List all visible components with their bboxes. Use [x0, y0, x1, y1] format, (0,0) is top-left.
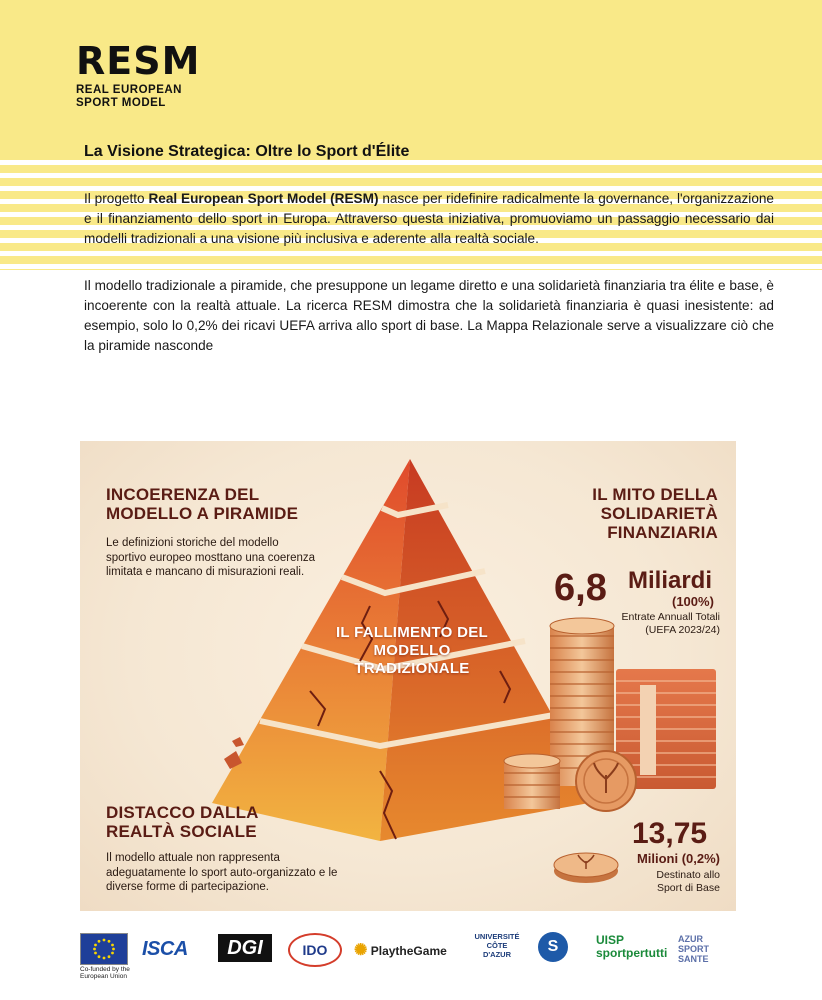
playthegame-text: PlaytheGame — [370, 944, 447, 958]
intro-lead: Il progetto — [84, 191, 145, 206]
stat-grassroots-caption: Destinato allo Sport di Base — [656, 869, 720, 894]
ido-logo: IDO — [288, 933, 342, 967]
incoherence-heading: INCOERENZA DEL MODELLO A PIRAMIDE — [106, 485, 299, 523]
intro-rest: nasce per ridefinire radicalmente la governance, l'organizzazione e il finanziamento dello sport in Europa. Attraverso questa iniziativa, promuoviamo un passaggio necessario dai modelli tradizionali a una visione più inclusiva e aderente alla realtà sociale. — [84, 191, 774, 246]
stat-total-number: 6,8 — [554, 567, 607, 609]
logo-subtitle: REAL EUROPEAN SPORT MODEL — [76, 84, 182, 109]
stat-grassroots-unit: Milioni (0,2%) — [636, 851, 720, 866]
solidarity-myth-heading: IL MITO DELLA SOLIDARIETÀ FINANZIARIA — [592, 485, 718, 542]
section-title: La Visione Strategica: Oltre lo Sport d'Élite — [84, 143, 410, 160]
coin-stack-small — [504, 754, 560, 809]
sprout-coin-small — [554, 853, 618, 883]
social-detachment-body: Il modello attuale non rappresenta adeguatamente lo sport auto-organizzato e le diverse forme di partecipazione. — [106, 852, 338, 893]
sport-s-logo: S — [538, 932, 568, 962]
stat-total-percent: (100%) — [672, 594, 714, 609]
eu-flag-icon — [80, 933, 128, 965]
isca-logo: ISCA — [142, 938, 188, 960]
resm-logo — [76, 39, 216, 110]
pyramid-center-label: IL FALLIMENTO DEL MODELLO TRADIZIONALE — [335, 624, 489, 677]
intro-project-name: Real European Sport Model (RESM) — [148, 191, 379, 206]
pyramid-paragraph: Il modello tradizionale a piramide, che presuppone un legame diretto e una solidarietà finanziaria tra élite e base, è incoerente con la realtà attuale. La ricerca RESM dimostra che la solidarietà finanziaria è quasi inesistente: ad esempio, solo lo 0,2% dei ricavi UEFA arriva allo sport di base. La Mappa Relazionale serve a visualizzare ciò che la piramide nasconde — [84, 278, 774, 353]
playthegame-star-icon: ✺ — [354, 942, 368, 959]
dgi-logo: DGI — [218, 934, 272, 962]
infographic — [80, 441, 736, 911]
partner-logos — [80, 928, 740, 986]
incoherence-body: Le definizioni storiche del modello sportivo europeo mosttano una coerenza limitata e mancano di misurazioni reali. — [106, 537, 316, 578]
eu-caption: Co-funded by the European Union — [80, 966, 130, 980]
uisp-logo — [596, 934, 667, 960]
azur-sport-sante-logo: AZUR SPORT SANTE — [678, 934, 710, 964]
universite-cote-azur-logo: UNIVERSITÉ CÔTE D'AZUR — [474, 932, 520, 959]
stat-total-unit: Miliardi — [628, 567, 713, 594]
playthegame-logo — [354, 940, 447, 960]
stat-grassroots-number: 13,75 — [632, 817, 708, 850]
social-detachment-heading: DISTACCO DALLA REALTÀ SOCIALE — [106, 803, 259, 841]
stat-total-caption: Entrate Annuall Totali (UEFA 2023/24) — [621, 611, 720, 636]
intro-paragraph — [84, 189, 774, 249]
sprout-coin-large — [576, 751, 636, 811]
uisp-tagline: sportpertutti — [596, 946, 668, 960]
uisp-text: UISP — [596, 933, 625, 947]
logo-wordmark: RESM — [76, 39, 201, 83]
